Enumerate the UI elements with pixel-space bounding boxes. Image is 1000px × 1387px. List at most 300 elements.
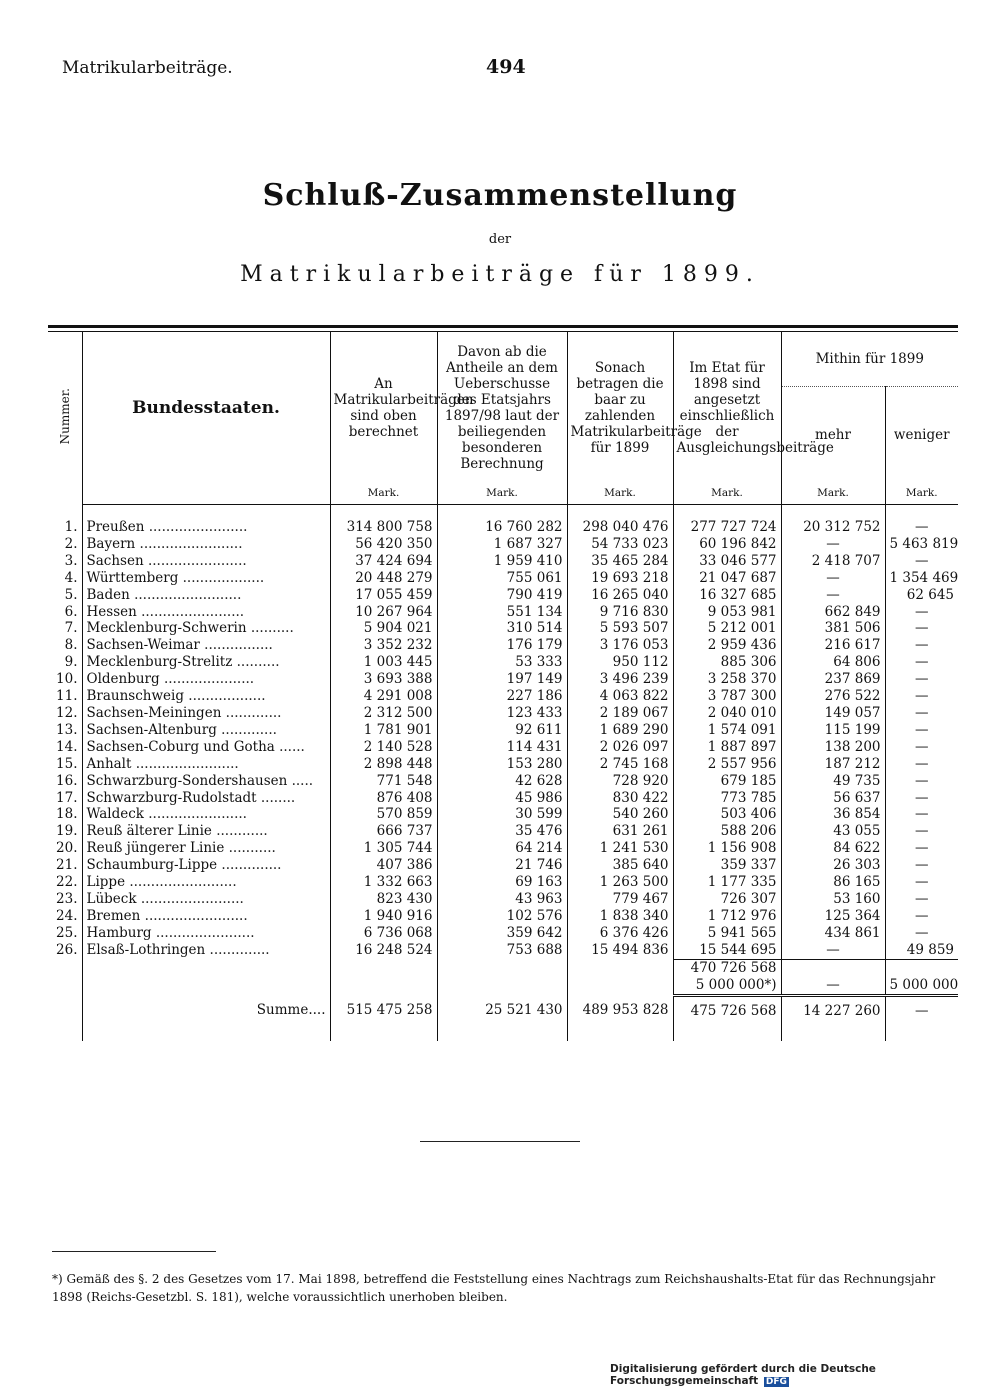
etat-1898-value: 1 574 091 <box>673 722 781 739</box>
state-name: Sachsen <box>86 552 144 569</box>
row-number: 15. <box>56 755 78 772</box>
mehr-value: 2 418 707 <box>781 553 885 570</box>
page-number: 494 <box>486 56 526 78</box>
summe-antheile: 25 521 430 <box>437 995 567 1041</box>
col-header-etat-1898: Im Etat für 1898 sind angesetzt einschließlich der Ausgleichungsbeiträge <box>673 332 781 483</box>
weniger-value: — <box>885 604 958 621</box>
antheile-value: 35 476 <box>437 823 567 840</box>
page-title: Schluß-Zusammenstellung <box>262 178 738 213</box>
weniger-value: — <box>885 840 958 857</box>
etat-1898-value: 2 557 956 <box>673 756 781 773</box>
baar-value: 1 689 290 <box>567 722 673 739</box>
baar-value: 779 467 <box>567 891 673 908</box>
state-name: Anhalt <box>86 755 132 772</box>
antheile-value: 359 642 <box>437 925 567 942</box>
antheile-value: 42 628 <box>437 773 567 790</box>
row-number: 2. <box>64 535 78 552</box>
row-number: 19. <box>56 823 78 840</box>
weniger-value: 5 463 819 <box>885 536 958 553</box>
row-number: 8. <box>64 637 78 654</box>
etat-1898-value: 15 544 695 <box>673 942 781 959</box>
etat-1898-value: 1 156 908 <box>673 840 781 857</box>
table-row <box>48 874 958 891</box>
antheile-value: 197 149 <box>437 671 567 688</box>
table-row <box>48 925 958 942</box>
adjustment-row <box>48 977 958 996</box>
etat-1898-value: 3 258 370 <box>673 671 781 688</box>
summe-baar: 489 953 828 <box>567 995 673 1041</box>
unit-label: Mark. <box>330 483 437 505</box>
table-row <box>48 705 958 722</box>
berechnet-value: 20 448 279 <box>330 570 437 587</box>
table-row <box>48 604 958 621</box>
contributions-table-wrap <box>48 325 958 1041</box>
antheile-value: 64 214 <box>437 840 567 857</box>
row-number: 6. <box>64 603 78 620</box>
table-row <box>48 620 958 637</box>
baar-value: 2 026 097 <box>567 739 673 756</box>
baar-value: 6 376 426 <box>567 925 673 942</box>
table-row <box>48 840 958 857</box>
baar-value: 9 716 830 <box>567 604 673 621</box>
state-name-cell <box>82 857 330 874</box>
state-name-cell <box>82 790 330 807</box>
mehr-value: 20 312 752 <box>781 505 885 536</box>
table-row <box>48 587 958 604</box>
table-row <box>48 773 958 790</box>
antheile-value: 92 611 <box>437 722 567 739</box>
antheile-value: 227 186 <box>437 688 567 705</box>
col-header-nummer-text: Nummer. <box>57 388 72 445</box>
table-row <box>48 688 958 705</box>
state-name: Sachsen-Meiningen <box>86 704 222 721</box>
leader-dots: ........................ <box>136 603 245 620</box>
antheile-value: 551 134 <box>437 604 567 621</box>
etat-1898-value: 5 212 001 <box>673 620 781 637</box>
mehr-value: 381 506 <box>781 620 885 637</box>
baar-value: 830 422 <box>567 790 673 807</box>
antheile-value: 755 061 <box>437 570 567 587</box>
mehr-adjustment: — <box>781 977 885 996</box>
baar-value: 540 260 <box>567 806 673 823</box>
mehr-value: — <box>781 570 885 587</box>
weniger-value: 62 645 <box>885 587 958 604</box>
table-row <box>48 806 958 823</box>
mehr-value: 36 854 <box>781 806 885 823</box>
antheile-value: 123 433 <box>437 705 567 722</box>
weniger-value: — <box>885 823 958 840</box>
table-row <box>48 756 958 773</box>
row-number-blank <box>48 995 82 1041</box>
leader-dots: ......................... <box>129 586 242 603</box>
berechnet-value: 56 420 350 <box>330 536 437 553</box>
state-name: Sachsen-Coburg und Gotha <box>86 738 275 755</box>
antheile-value: 102 576 <box>437 908 567 925</box>
mehr-value: 26 303 <box>781 857 885 874</box>
state-name-cell <box>82 722 330 739</box>
weniger-value: — <box>885 705 958 722</box>
mehr-value: 43 055 <box>781 823 885 840</box>
row-number: 23. <box>56 890 78 907</box>
state-name: Schaumburg-Lippe <box>86 857 218 874</box>
berechnet-value: 37 424 694 <box>330 553 437 570</box>
etat-subtotal: 470 726 568 <box>673 959 781 977</box>
antheile-value: 1 687 327 <box>437 536 567 553</box>
weniger-blank <box>885 959 958 977</box>
antheile-value: 176 179 <box>437 637 567 654</box>
table-row <box>48 722 958 739</box>
mehr-value: — <box>781 587 885 604</box>
berechnet-value: 4 291 008 <box>330 688 437 705</box>
antheile-value: 53 333 <box>437 654 567 671</box>
etat-1898-value: 2 040 010 <box>673 705 781 722</box>
mehr-value: 49 735 <box>781 773 885 790</box>
state-name: Bremen <box>86 907 141 924</box>
state-name-cell <box>82 505 330 536</box>
mehr-value: 662 849 <box>781 604 885 621</box>
state-name-cell <box>82 874 330 891</box>
mehr-value: 115 199 <box>781 722 885 739</box>
weniger-value: — <box>885 505 958 536</box>
weniger-value: — <box>885 739 958 756</box>
contributions-table <box>48 332 958 1041</box>
digitization-credit <box>610 1363 1000 1387</box>
berechnet-value: 1 781 901 <box>330 722 437 739</box>
row-number: 22. <box>56 874 78 891</box>
berechnet-value: 407 386 <box>330 857 437 874</box>
table-row <box>48 637 958 654</box>
unit-blank <box>82 483 330 505</box>
weniger-value: — <box>885 722 958 739</box>
row-number: 21. <box>56 857 78 874</box>
berechnet-blank <box>330 977 437 996</box>
etat-1898-value: 588 206 <box>673 823 781 840</box>
state-name: Waldeck <box>86 806 144 823</box>
state-name-blank <box>82 959 330 977</box>
state-name: Württemberg <box>86 569 179 586</box>
state-name-cell <box>82 773 330 790</box>
table-header <box>48 332 958 505</box>
summe-mehr: 14 227 260 <box>781 995 885 1041</box>
berechnet-value: 1 332 663 <box>330 874 437 891</box>
weniger-value: — <box>885 654 958 671</box>
row-number: 16. <box>56 772 78 789</box>
antheile-value: 153 280 <box>437 756 567 773</box>
berechnet-value: 2 312 500 <box>330 705 437 722</box>
row-number: 3. <box>64 552 78 569</box>
berechnet-value: 314 800 758 <box>330 505 437 536</box>
state-name-cell <box>82 756 330 773</box>
antheile-value: 310 514 <box>437 620 567 637</box>
state-name-cell <box>82 604 330 621</box>
weniger-value: — <box>885 857 958 874</box>
baar-value: 16 265 040 <box>567 587 673 604</box>
table-row <box>48 536 958 553</box>
summe-etat-1898: 475 726 568 <box>673 995 781 1041</box>
col-header-weniger: weniger <box>885 387 958 484</box>
table-row <box>48 570 958 587</box>
summe-label: Summe.... <box>82 995 330 1041</box>
table-row <box>48 942 958 959</box>
state-name: Baden <box>86 586 130 603</box>
table-top-rule <box>48 325 958 332</box>
running-title: Matrikularbeiträge. <box>62 58 233 78</box>
berechnet-value: 666 737 <box>330 823 437 840</box>
baar-value: 2 745 168 <box>567 756 673 773</box>
mehr-value: 434 861 <box>781 925 885 942</box>
row-number-blank <box>48 959 82 977</box>
etat-1898-value: 773 785 <box>673 790 781 807</box>
weniger-value: — <box>885 806 958 823</box>
table-row <box>48 857 958 874</box>
table-row <box>48 908 958 925</box>
baar-value: 631 261 <box>567 823 673 840</box>
state-name: Braunschweig <box>86 688 184 705</box>
antheile-blank <box>437 977 567 996</box>
baar-value: 5 593 507 <box>567 620 673 637</box>
leader-dots: ...... <box>274 738 305 755</box>
berechnet-value: 2 898 448 <box>330 756 437 773</box>
antheile-blank <box>437 959 567 977</box>
state-name-cell <box>82 688 330 705</box>
weniger-value: — <box>885 874 958 891</box>
weniger-adjustment: 5 000 000 <box>885 977 958 996</box>
summe-berechnet: 515 475 258 <box>330 995 437 1041</box>
state-name: Mecklenburg-Schwerin <box>86 620 247 637</box>
leader-dots: ........................ <box>131 755 239 772</box>
leader-dots: .............. <box>217 857 282 874</box>
state-name-cell <box>82 806 330 823</box>
leader-dots: ........... <box>224 840 276 857</box>
mehr-value: 125 364 <box>781 908 885 925</box>
footnote-rule <box>52 1251 216 1252</box>
etat-1898-value: 359 337 <box>673 857 781 874</box>
row-number: 13. <box>56 721 78 738</box>
mehr-value: 64 806 <box>781 654 885 671</box>
weniger-value: — <box>885 773 958 790</box>
row-number: 12. <box>56 704 78 721</box>
berechnet-value: 17 055 459 <box>330 587 437 604</box>
berechnet-value: 6 736 068 <box>330 925 437 942</box>
leader-dots: .......... <box>246 620 294 637</box>
berechnet-blank <box>330 959 437 977</box>
berechnet-value: 5 904 021 <box>330 620 437 637</box>
leader-dots: ............ <box>211 823 268 840</box>
row-number: 11. <box>56 688 78 705</box>
state-name-cell <box>82 587 330 604</box>
state-name: Hamburg <box>86 924 152 941</box>
summe-row <box>48 995 958 1041</box>
leader-dots: ....................... <box>143 806 247 823</box>
weniger-value: — <box>885 891 958 908</box>
etat-1898-value: 726 307 <box>673 891 781 908</box>
col-header-antheile: Davon ab die Antheile an dem Ueberschusse des Etatsjahrs 1897/98 laut der beiliegenden besonderen Berechnung <box>437 332 567 483</box>
leader-dots: ........................ <box>140 907 248 924</box>
mehr-value: 216 617 <box>781 637 885 654</box>
berechnet-value: 3 693 388 <box>330 671 437 688</box>
antheile-value: 45 986 <box>437 790 567 807</box>
berechnet-value: 1 940 916 <box>330 908 437 925</box>
dfg-logo-icon: DFG <box>765 1377 787 1387</box>
leader-dots: ..... <box>287 772 314 789</box>
state-name-cell <box>82 671 330 688</box>
table-row <box>48 505 958 536</box>
unit-label: Mark. <box>437 483 567 505</box>
baar-value: 950 112 <box>567 654 673 671</box>
page-subtitle: Matrikularbeiträge für 1899. <box>240 262 760 287</box>
mehr-value: 149 057 <box>781 705 885 722</box>
baar-value: 35 465 284 <box>567 553 673 570</box>
etat-1898-value: 1 712 976 <box>673 908 781 925</box>
col-header-staaten: Bundesstaaten. <box>82 332 330 483</box>
table-row <box>48 739 958 756</box>
antheile-value: 753 688 <box>437 942 567 959</box>
state-name: Schwarzburg-Rudolstadt <box>86 789 257 806</box>
state-name-cell <box>82 536 330 553</box>
state-name: Sachsen-Altenburg <box>86 721 217 738</box>
mehr-value: — <box>781 942 885 959</box>
baar-value: 4 063 822 <box>567 688 673 705</box>
state-name-cell <box>82 840 330 857</box>
baar-value: 3 176 053 <box>567 637 673 654</box>
state-name: Elsaß-Lothringen <box>86 941 206 958</box>
mehr-blank <box>781 959 885 977</box>
weniger-value: — <box>885 790 958 807</box>
berechnet-value: 876 408 <box>330 790 437 807</box>
baar-blank <box>567 977 673 996</box>
etat-1898-value: 1 177 335 <box>673 874 781 891</box>
leader-dots: ......................... <box>125 874 237 891</box>
col-header-mehr: mehr <box>781 387 885 484</box>
berechnet-value: 1 003 445 <box>330 654 437 671</box>
title-connector: der <box>488 232 512 247</box>
mehr-value: 138 200 <box>781 739 885 756</box>
berechnet-value: 16 248 524 <box>330 942 437 959</box>
state-name: Reuß jüngerer Linie <box>86 840 225 857</box>
state-name: Mecklenburg-Strelitz <box>86 654 233 671</box>
row-number: 24. <box>56 907 78 924</box>
baar-value: 728 920 <box>567 773 673 790</box>
col-header-mithin: Mithin für 1899 <box>781 332 958 387</box>
baar-value: 19 693 218 <box>567 570 673 587</box>
unit-label: Mark. <box>673 483 781 505</box>
row-number: 9. <box>64 654 78 671</box>
state-name-cell <box>82 654 330 671</box>
berechnet-value: 570 859 <box>330 806 437 823</box>
state-name-cell <box>82 620 330 637</box>
baar-value: 1 838 340 <box>567 908 673 925</box>
berechnet-value: 10 267 964 <box>330 604 437 621</box>
etat-1898-value: 9 053 981 <box>673 604 781 621</box>
leader-dots: .................. <box>184 688 266 705</box>
etat-1898-value: 5 941 565 <box>673 925 781 942</box>
unit-label: Mark. <box>567 483 673 505</box>
etat-1898-value: 503 406 <box>673 806 781 823</box>
weniger-value: — <box>885 925 958 942</box>
mehr-value: 237 869 <box>781 671 885 688</box>
weniger-value: — <box>885 688 958 705</box>
baar-value: 3 496 239 <box>567 671 673 688</box>
leader-dots: ................... <box>178 569 265 586</box>
summe-weniger: — <box>885 995 958 1041</box>
state-name: Lippe <box>86 874 126 891</box>
row-number: 25. <box>56 924 78 941</box>
row-number-blank <box>48 977 82 996</box>
state-name-cell <box>82 705 330 722</box>
etat-1898-value: 2 959 436 <box>673 637 781 654</box>
weniger-value: — <box>885 908 958 925</box>
leader-dots: .............. <box>205 941 270 958</box>
state-name-cell <box>82 942 330 959</box>
row-number: 10. <box>56 671 78 688</box>
antheile-value: 69 163 <box>437 874 567 891</box>
row-number: 1. <box>64 518 78 535</box>
mehr-value: 53 160 <box>781 891 885 908</box>
etat-1898-value: 21 047 687 <box>673 570 781 587</box>
antheile-value: 43 963 <box>437 891 567 908</box>
etat-1898-value: 885 306 <box>673 654 781 671</box>
state-name: Bayern <box>86 535 136 552</box>
state-name: Schwarzburg-Sondershausen <box>86 772 288 789</box>
state-name-cell <box>82 553 330 570</box>
mehr-value: 84 622 <box>781 840 885 857</box>
unit-label: Mark. <box>885 483 958 505</box>
weniger-value: — <box>885 756 958 773</box>
baar-value: 1 241 530 <box>567 840 673 857</box>
etat-1898-value: 1 887 897 <box>673 739 781 756</box>
baar-value: 1 263 500 <box>567 874 673 891</box>
table-row <box>48 654 958 671</box>
state-name: Lübeck <box>86 890 137 907</box>
state-name-cell <box>82 908 330 925</box>
leader-dots: ....................... <box>143 552 247 569</box>
leader-dots: .......... <box>232 654 280 671</box>
row-number: 7. <box>64 620 78 637</box>
state-name-cell <box>82 925 330 942</box>
mehr-value: 56 637 <box>781 790 885 807</box>
row-number: 5. <box>64 586 78 603</box>
end-ornament-rule <box>420 1141 580 1142</box>
state-name: Sachsen-Weimar <box>86 637 200 654</box>
baar-value: 15 494 836 <box>567 942 673 959</box>
table-row <box>48 790 958 807</box>
state-name: Hessen <box>86 603 137 620</box>
leader-dots: ................ <box>199 637 273 654</box>
weniger-value: — <box>885 671 958 688</box>
antheile-value: 114 431 <box>437 739 567 756</box>
weniger-value: — <box>885 553 958 570</box>
berechnet-value: 771 548 <box>330 773 437 790</box>
credit-text: Digitalisierung gefördert durch die Deutsche Forschungsgemeinschaft <box>610 1363 876 1387</box>
baar-value: 54 733 023 <box>567 536 673 553</box>
table-row <box>48 891 958 908</box>
etat-1898-value: 3 787 300 <box>673 688 781 705</box>
baar-value: 2 189 067 <box>567 705 673 722</box>
weniger-value: 1 354 469 <box>885 570 958 587</box>
berechnet-value: 823 430 <box>330 891 437 908</box>
berechnet-value: 2 140 528 <box>330 739 437 756</box>
weniger-value: — <box>885 637 958 654</box>
row-number: 14. <box>56 738 78 755</box>
col-header-nummer <box>48 332 82 505</box>
etat-1898-value: 679 185 <box>673 773 781 790</box>
row-number: 4. <box>64 569 78 586</box>
state-name-blank <box>82 977 330 996</box>
mehr-value: 187 212 <box>781 756 885 773</box>
leader-dots: ........................ <box>136 890 244 907</box>
mehr-value: — <box>781 536 885 553</box>
etat-1898-value: 16 327 685 <box>673 587 781 604</box>
